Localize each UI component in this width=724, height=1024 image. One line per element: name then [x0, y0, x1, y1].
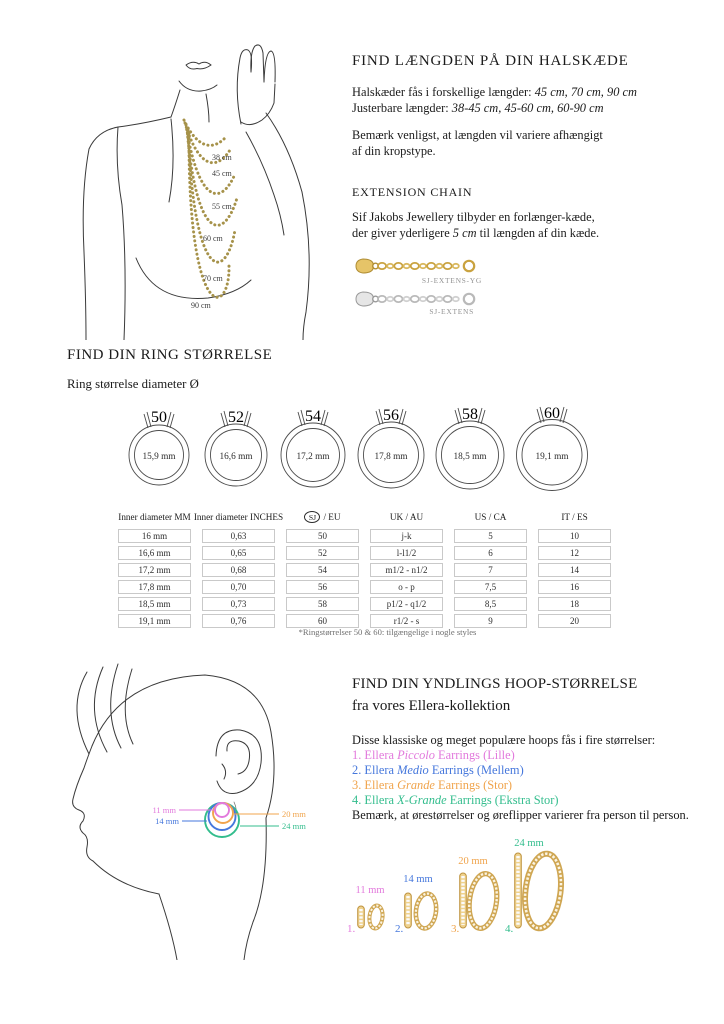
header-inner-diameter-inches: Inner diameter INCHES [193, 512, 284, 522]
adjustable-value: 38-45 cm, 45-60 cm, 60-90 cm [451, 100, 604, 115]
ring-diameter-label: 15,9 mm [142, 452, 176, 462]
header-sj-eu [286, 511, 359, 523]
ring-size-table-header [118, 511, 611, 523]
hoop-number-3: 3. [451, 923, 460, 935]
hoop-number-2: 2. [395, 923, 404, 935]
ring-size-diagrams [110, 398, 610, 498]
hoop-label-24mm: 24 mm [514, 838, 544, 849]
hoop-circle-11mm [215, 803, 229, 817]
ring-diameter-label: 17,8 mm [374, 452, 408, 462]
hoop-earrings-illustration [345, 833, 585, 963]
hoop-label-20mm: 20 mm [458, 856, 488, 867]
item-name: Grande [397, 778, 435, 792]
neck-front-line [159, 894, 177, 960]
table-cell: 18,5 mm [118, 597, 191, 611]
ear-label-14mm: 20 mm [282, 809, 306, 819]
table-cell: 14 [538, 563, 611, 577]
ring-section-title: FIND DIN RING STØRRELSE [67, 347, 273, 363]
table-cell: 0,70 [202, 580, 275, 594]
length-label-55: 55 cm [212, 202, 232, 211]
table-cell: 7,5 [454, 580, 527, 594]
extension-chain-text [352, 210, 599, 242]
ring-diameter-label: 19,1 mm [535, 452, 569, 462]
item-prefix: 3. Ellera [352, 778, 398, 792]
table-cell: 8,5 [454, 597, 527, 611]
lengths-value: 45 cm, 70 cm, 90 cm [534, 85, 637, 99]
table-cell: 50 [286, 529, 359, 543]
ear-label-24mm: 24 mm [282, 821, 306, 831]
header-us-ca: US / CA [474, 512, 507, 522]
gold-chain-links [378, 261, 474, 271]
necklace-length-labels [191, 153, 233, 310]
hair-strand [77, 672, 89, 754]
hoop-pair-11mm [358, 905, 384, 929]
right-body-line [302, 192, 309, 340]
ring-diagram-58 [436, 406, 504, 489]
hoop-pair-14mm [405, 892, 438, 929]
table-cell: 56 [286, 580, 359, 594]
hoop-list-note: Bemærk, at ørestørrelser og øreflipper varierer fra person til person. [352, 808, 689, 822]
table-cell: 16 mm [118, 529, 191, 543]
table-cell: 0,76 [202, 614, 275, 628]
table-cell: 60 [286, 614, 359, 628]
table-cell: 0,68 [202, 563, 275, 577]
hoop-circle-24mm [205, 803, 239, 837]
table-cell: 5 [454, 529, 527, 543]
item-suffix: Earrings (Ekstra Stor) [446, 793, 559, 807]
ring-size-number: 54 [305, 408, 321, 425]
header-inner-diameter-mm: Inner diameter MM [118, 512, 191, 522]
ring-diameter-label: 17,2 mm [296, 452, 330, 462]
woman-sketch [83, 45, 309, 340]
table-cell: 17,2 mm [118, 563, 191, 577]
hoop-list-intro: Disse klassiske og meget populære hoops fås i fire størrelser: [352, 733, 656, 747]
item-name: Medio [397, 763, 429, 777]
table-cell: 10 [538, 529, 611, 543]
length-label-60: 60 cm [203, 234, 223, 243]
chin-line [179, 81, 201, 91]
gold-lobster-clasp [356, 259, 373, 273]
extension-line-2b: til længden af din kæde. [476, 225, 600, 240]
ring-size-number: 60 [544, 405, 560, 422]
ring-table-footnote: *Ringstørrelser 50 & 60: tilgængelige i nogle styles [298, 627, 477, 637]
hoop-size-circles [205, 803, 239, 837]
silver-end-ring [464, 294, 474, 304]
table-cell: 16 [538, 580, 611, 594]
length-label-90: 90 cm [191, 301, 211, 310]
neck-back-line [244, 818, 266, 960]
table-cell: r1/2 - s [370, 614, 443, 628]
adjustable-label: Justerbare længder: [352, 100, 452, 115]
table-cell: 0,63 [202, 529, 275, 543]
length-label-70: 70 cm [203, 274, 223, 283]
ring-diameter-label: 18,5 mm [453, 452, 487, 462]
item-suffix: Earrings (Mellem) [428, 763, 524, 777]
ear-outline [216, 730, 261, 794]
table-cell: 52 [286, 546, 359, 560]
ring-diagram-56 [358, 407, 424, 488]
table-cell: 54 [286, 563, 359, 577]
item-prefix: 4. Ellera [352, 793, 398, 807]
hoop-number-4: 4. [505, 923, 514, 935]
necklace-length-illustration [60, 40, 340, 340]
table-cell: 19,1 mm [118, 614, 191, 628]
left-shoulder-arm-line [83, 117, 171, 340]
ring-diagram-54 [281, 408, 345, 487]
crown-line [92, 675, 271, 746]
hoop-list-item-medio [352, 763, 689, 778]
extension-line-2-em: 5 cm [452, 225, 477, 240]
hair-strand [125, 669, 133, 744]
item-suffix: Earrings (Stor) [434, 778, 513, 792]
hand-line [237, 50, 251, 124]
hoop-label-14mm: 14 mm [403, 874, 433, 885]
ear-label-11mm: 11 mm [152, 805, 176, 815]
table-cell: 58 [286, 597, 359, 611]
lengths-label: Halskæder fås i forskellige længder: [352, 85, 535, 99]
table-cell: l-l1/2 [370, 546, 443, 560]
necklace-note [352, 128, 603, 160]
note-line-1: Bemærk venligst, at længden vil variere afhængigt [352, 128, 603, 142]
ring-size-number: 58 [462, 406, 478, 423]
hoop-label-11mm: 11 mm [355, 885, 385, 896]
necklace-section-title: FIND LÆNGDEN PÅ DIN HALSKÆDE [352, 53, 629, 69]
necklace-lengths-text [352, 85, 637, 117]
lips-line [186, 62, 211, 69]
item-prefix: 1. Ellera [352, 748, 398, 762]
table-cell: 0,73 [202, 597, 275, 611]
item-name: Piccolo [397, 748, 435, 762]
table-cell: 0,65 [202, 546, 275, 560]
ring-diagram-52 [205, 409, 267, 486]
length-label-45: 45 cm [212, 169, 232, 178]
hoop-size-list [352, 733, 689, 823]
ear-label-20mm: 14 mm [155, 816, 179, 826]
hoop-size-head-illustration [60, 660, 340, 960]
gold-chain-sku: SJ-EXTENS-YG [421, 276, 482, 285]
ring-diagram-50 [129, 409, 189, 485]
item-prefix: 2. Ellera [352, 763, 398, 777]
ring-size-table [118, 529, 611, 628]
sj-logo-badge: SJ [304, 511, 320, 523]
gold-end-ring [464, 261, 474, 271]
table-cell: 17,8 mm [118, 580, 191, 594]
table-cell: p1/2 - q1/2 [370, 597, 443, 611]
ring-size-number: 52 [228, 409, 244, 426]
silver-chain-sku: SJ-EXTENS [429, 307, 474, 316]
length-label-38: 38 cm [212, 153, 232, 162]
header-it-es: IT / ES [561, 512, 588, 522]
table-cell: j-k [370, 529, 443, 543]
table-cell: 20 [538, 614, 611, 628]
ring-size-number: 50 [151, 409, 167, 426]
silver-lobster-clasp [356, 292, 373, 306]
ring-diagram-60 [517, 405, 588, 491]
silver-chain-links [378, 294, 474, 304]
ear-inner-line [227, 741, 250, 774]
header-uk-au: UK / AU [389, 512, 424, 522]
header-eu-label: / EU [323, 512, 341, 522]
table-cell: 18 [538, 597, 611, 611]
table-cell: 16,6 mm [118, 546, 191, 560]
extension-line-1: Sif Jakobs Jewellery tilbyder en forlænger-kæde, [352, 210, 595, 224]
hoop-section-subtitle: fra vores Ellera-kollektion [352, 698, 511, 714]
hoop-pair-24mm [515, 852, 565, 931]
ring-size-number: 56 [383, 407, 399, 424]
note-line-2: af din kropstype. [352, 143, 436, 158]
table-cell: 12 [538, 546, 611, 560]
hoop-pair-20mm [460, 872, 500, 930]
hoop-list-item-x-grande [352, 793, 689, 808]
table-cell: m1/2 - n1/2 [370, 563, 443, 577]
ring-section-subtitle: Ring størrelse diameter Ø [67, 377, 199, 391]
face-profile-line [73, 746, 159, 894]
extension-line-2a: der giver yderligere [352, 225, 453, 240]
hair-strand [94, 667, 107, 752]
chest-line [136, 258, 251, 299]
table-cell: 9 [454, 614, 527, 628]
table-cell: 7 [454, 563, 527, 577]
item-name: X-Grande [397, 793, 447, 807]
hoop-section-title: FIND DIN YNDLINGS HOOP-STØRRELSE [352, 676, 638, 692]
hoop-list-item-piccolo [352, 748, 689, 763]
table-cell: o - p [370, 580, 443, 594]
ring-diameter-label: 16,6 mm [219, 452, 253, 462]
extension-chain-title: EXTENSION CHAIN [352, 185, 473, 199]
hoop-number-1: 1. [347, 923, 356, 935]
table-cell: 6 [454, 546, 527, 560]
hoop-list-item-grande [352, 778, 689, 793]
item-suffix: Earrings (Lille) [434, 748, 515, 762]
